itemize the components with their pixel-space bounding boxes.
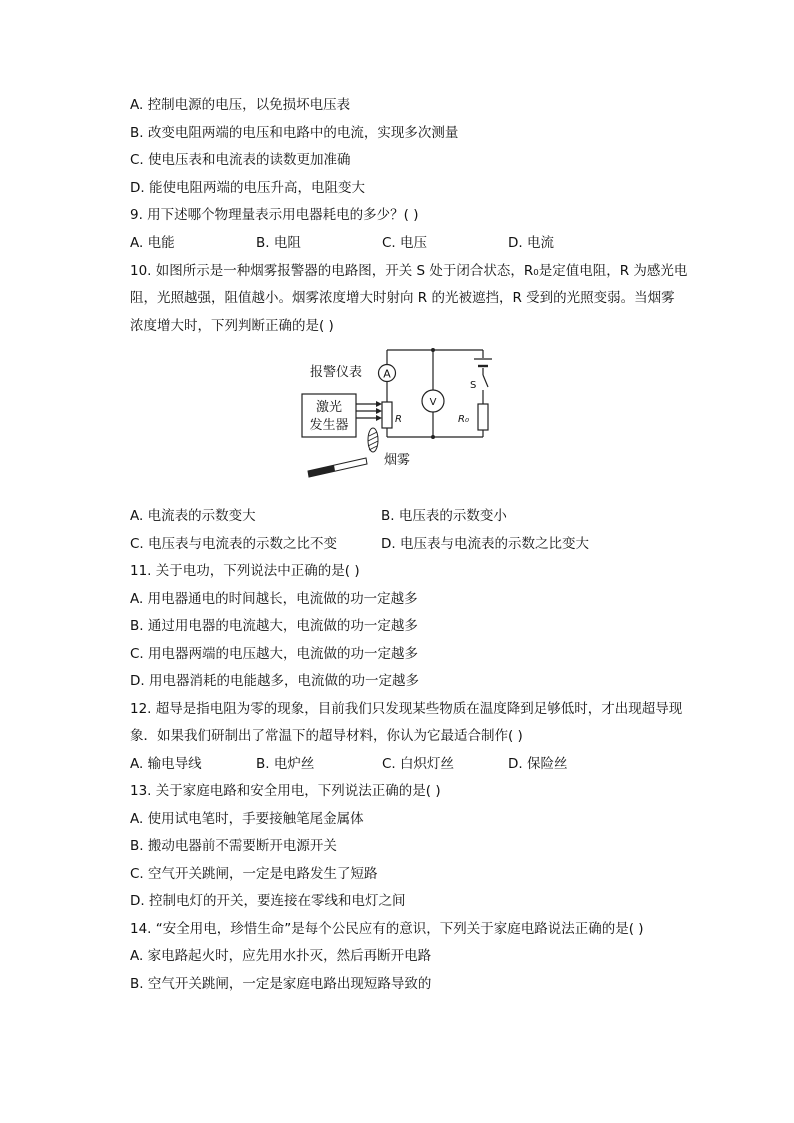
photoresistor-r	[382, 402, 392, 428]
q12-option-a: A. 输电导线	[130, 756, 202, 772]
ammeter-label: A	[383, 367, 391, 381]
resistor-r0-label: R₀	[458, 414, 469, 425]
q9-option-d: D. 电流	[508, 235, 554, 251]
voltmeter-label: V	[429, 397, 437, 408]
q12-option-c: C. 白炽灯丝	[382, 756, 455, 772]
q13-stem: 13. 关于家庭电路和安全用电，下列说法正确的是( )	[130, 783, 441, 799]
q11-stem: 11. 关于电功，下列说法中正确的是( )	[130, 563, 360, 579]
q13-option-a: A. 使用试电笔时，手要接触笔尾金属体	[130, 811, 364, 827]
switch-s-symbol	[483, 375, 488, 387]
q8-option-b: B. 改变电阻两端的电压和电路中的电流，实现多次测量	[130, 125, 459, 141]
q11-option-b: B. 通过用电器的电流越大，电流做的功一定越多	[130, 618, 418, 634]
q12-stem-line-2: 象．如果我们研制出了常温下的超导材料，你认为它最适合制作( )	[130, 728, 523, 744]
smoke-label: 烟雾	[384, 453, 411, 468]
resistor-r0	[478, 404, 488, 430]
resistor-r-label: R	[395, 414, 402, 425]
q8-option-a: A. 控制电源的电压，以免损坏电压表	[130, 97, 351, 113]
q13-option-c: C. 空气开关跳闸，一定是电路发生了短路	[130, 866, 378, 882]
q10-option-b: B. 电压表的示数变小	[381, 508, 507, 524]
meter-label: 报警仪表	[310, 365, 363, 380]
q13-option-d: D. 控制电灯的开关，要连接在零线和电灯之间	[130, 893, 406, 909]
q8-option-d: D. 能使电阻两端的电压升高，电阻变大	[130, 180, 365, 196]
laser-label-line-2: 发生器	[309, 418, 349, 433]
q10-option-d: D. 电压表与电流表的示数之比变大	[381, 536, 589, 552]
laser-label-line-1: 激光	[315, 400, 343, 415]
q9-option-c: C. 电压	[382, 235, 428, 251]
q14-stem: 14. “安全用电，珍惜生命”是每个公民应有的意识，下列关于家庭电路说法正确的是( )	[130, 921, 644, 937]
q9-option-a: A. 电能	[130, 235, 175, 251]
q14-option-a: A. 家电路起火时，应先用水扑灭，然后再断开电路	[130, 948, 432, 964]
q13-option-b: B. 搬动电器前不需要断开电源开关	[130, 838, 337, 854]
q12-option-d: D. 保险丝	[508, 756, 568, 772]
smoke-alarm-circuit-diagram	[298, 340, 508, 480]
q10-stem-line-1: 10. 如图所示是一种烟雾报警器的电路图，开关 S 处于闭合状态，R₀是定值电阻，R 为感光电	[130, 263, 688, 279]
q10-stem-line-2: 阻，光照越强，阻值越小。烟雾浓度增大时射向 R 的光被遮挡，R 受到的光照变弱。当烟雾	[130, 290, 675, 306]
q10-option-c: C. 电压表与电流表的示数之比不变	[130, 536, 338, 552]
q9-stem: 9. 用下述哪个物理量表示用电器耗电的多少？( )	[130, 207, 419, 223]
q12-stem-line-1: 12. 超导是指电阻为零的现象，目前我们只发现某些物质在温度降到足够低时，才出现超导现	[130, 701, 683, 717]
q10-stem-line-3: 浓度增大时，下列判断正确的是( )	[130, 318, 334, 334]
q11-option-a: A. 用电器通电的时间越长，电流做的功一定越多	[130, 591, 418, 607]
q11-option-c: C. 用电器两端的电压越大，电流做的功一定越多	[130, 646, 419, 662]
q12-option-b: B. 电炉丝	[256, 756, 315, 772]
q8-option-c: C. 使电压表和电流表的读数更加准确	[130, 152, 351, 168]
q9-option-b: B. 电阻	[256, 235, 301, 251]
q14-option-b: B. 空气开关跳闸，一定是家庭电路出现短路导致的	[130, 976, 432, 992]
switch-label: S	[470, 380, 477, 391]
q10-option-a: A. 电流表的示数变大	[130, 508, 256, 524]
q11-option-d: D. 用电器消耗的电能越多，电流做的功一定越多	[130, 673, 419, 689]
